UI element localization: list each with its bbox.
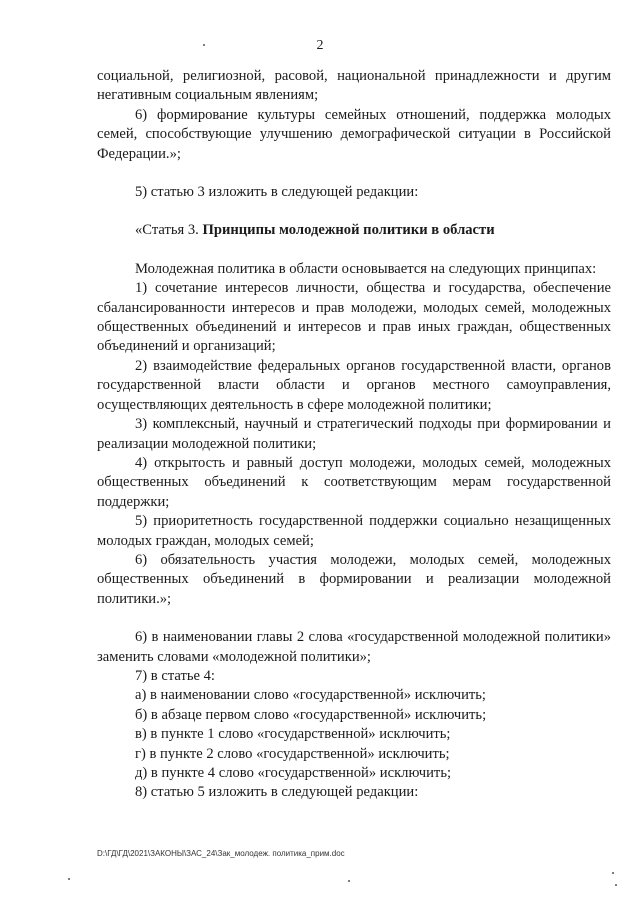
paragraph: в) в пункте 1 слово «государственной» исключить; [135, 726, 451, 743]
scan-speck [68, 878, 70, 880]
paragraph: 8) статью 5 изложить в следующей редакции: [135, 784, 419, 801]
document-body [97, 67, 611, 803]
paragraph: 4) открытость и равный доступ молодежи, молодых семей, молодежных общественных объединений к соответствующим мерам государственной поддержки; [97, 454, 611, 510]
spacer [97, 241, 611, 260]
paragraph: 5) приоритетность государственной поддержки социально незащищенных молодых граждан, молодых семей; [97, 513, 611, 549]
file-path-footer: D:\ГД\ГД\2021\ЗАКОНЫ\ЗАС_24\Зак_молодеж. политика_прим.doc [97, 849, 345, 858]
paragraph: д) в пункте 4 слово «государственной» исключить; [135, 765, 452, 781]
paragraph: 5) статью 3 изложить в следующей редакции: [135, 184, 419, 201]
article-heading-prefix: «Статья 3. [135, 222, 203, 239]
paragraph: 6) обязательность участия молодежи, молодых семей, молодежных общественных объединений в формировании и реализации молодежной политики.»; [97, 551, 611, 607]
article-heading-title: Принципы молодежной политики в области [202, 222, 495, 239]
article-heading [97, 221, 611, 240]
scan-speck [203, 44, 205, 46]
scan-speck [615, 884, 617, 886]
spacer [97, 202, 611, 221]
paragraph: 6) в наименовании главы 2 слова «государственной молодежной политики» заменить словами «молодежной политики»; [97, 629, 611, 665]
paragraph: 7) в статье 4: [135, 667, 215, 684]
paragraph: г) в пункте 2 слово «государственной» исключить; [135, 745, 450, 762]
paragraph: а) в наименовании слово «государственной» исключить; [135, 687, 486, 704]
spacer [97, 609, 611, 628]
paragraph: 6) формирование культуры семейных отношений, поддержка молодых семей, способствующие улучшению демографической ситуации в Российской Федерации.»; [97, 106, 611, 162]
paragraph: б) в абзаце первом слово «государственной» исключить; [135, 706, 487, 723]
scan-speck [348, 880, 350, 882]
spacer [97, 164, 611, 183]
paragraph: Молодежная политика в области основывается на следующих принципах: [135, 260, 597, 277]
page-number: 2 [316, 38, 324, 53]
paragraph: социальной, религиозной, расовой, национальной принадлежности и другим негативным социальным явлениям; [97, 68, 611, 104]
paragraph: 3) комплексный, научный и стратегический подходы при формировании и реализации молодежной политики; [97, 416, 611, 452]
scan-speck [612, 872, 614, 874]
paragraph: 2) взаимодействие федеральных органов государственной власти, органов государственной власти области и органов местного самоуправления, осуществляющих деятельность в сфере молодежной политики; [97, 357, 611, 413]
paragraph: 1) сочетание интересов личности, общества и государства, обеспечение сбалансированности интересов и прав молодежи, молодых семей, молодежных общественных объединений и интересов и прав иных граждан, общественных объединений и организаций; [97, 280, 611, 355]
